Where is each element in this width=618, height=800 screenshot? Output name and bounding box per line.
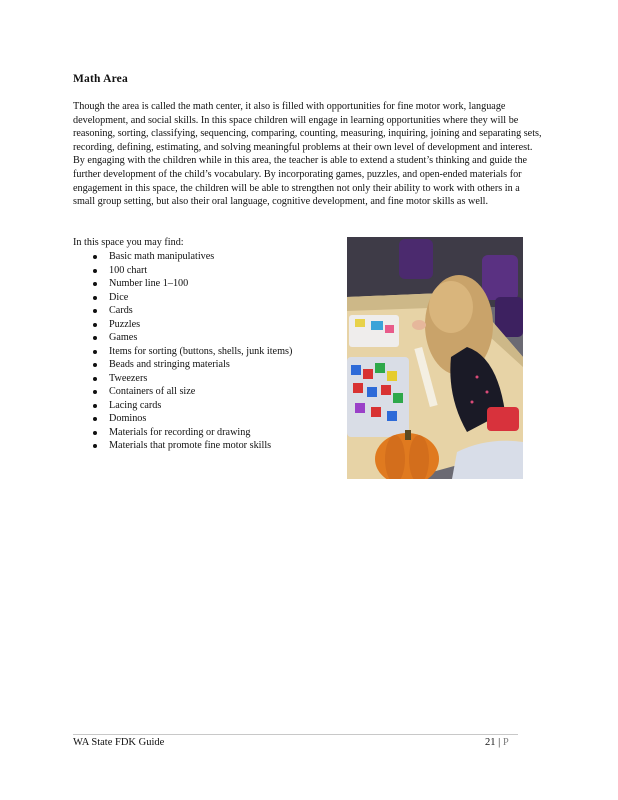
footer-page [485,737,509,748]
list-item: 100 chart [73,264,292,278]
list-item: Lacing cards [73,399,292,413]
list-item: Items for sorting (buttons, shells, junk items) [73,345,292,359]
list-item: Materials that promote fine motor skills [73,439,292,453]
list-item: Beads and stringing materials [73,358,292,372]
list-item: Basic math manipulatives [73,250,292,264]
list-item: Puzzles [73,318,292,332]
page-separator: | [498,737,501,748]
list-item: Dice [73,291,292,305]
list-item: Containers of all size [73,385,292,399]
page-number: 21 [485,737,496,748]
list-intro: In this space you may find: [73,237,184,248]
footer-divider [73,734,518,735]
classroom-photo [347,237,523,479]
section-heading: Math Area [73,73,128,85]
footer-title: WA State FDK Guide [73,737,165,748]
page-label: P [502,737,509,748]
list-item: Dominos [73,412,292,426]
list-item: Cards [73,304,292,318]
list-item: Materials for recording or drawing [73,426,292,440]
list-item: Games [73,331,292,345]
list-item: Number line 1–100 [73,277,292,291]
section-paragraph: Though the area is called the math center, it also is filled with opportunities for fine motor work, language development, and social skills. In this space children will engage in learning opportunities where they will be reasoning, sorting, classifying, sequencing, comparing, counting, measuring, inquiring, joining and separating sets, recording, defining, estimating, and solving meaningful problems at their own level of development and interest. By engaging with the children while in this area, the teacher is able to extend a student’s thinking and guide the further development of the child’s vocabulary. By incorporating games, puzzles, and open-ended materials for engagement in this space, the children will be able to strengthen not only their ability to work with others in a small group setting, but also their oral language, cognitive development, and fine motor skills as well. [73,101,542,208]
materials-list [73,250,292,453]
list-item: Tweezers [73,372,292,386]
